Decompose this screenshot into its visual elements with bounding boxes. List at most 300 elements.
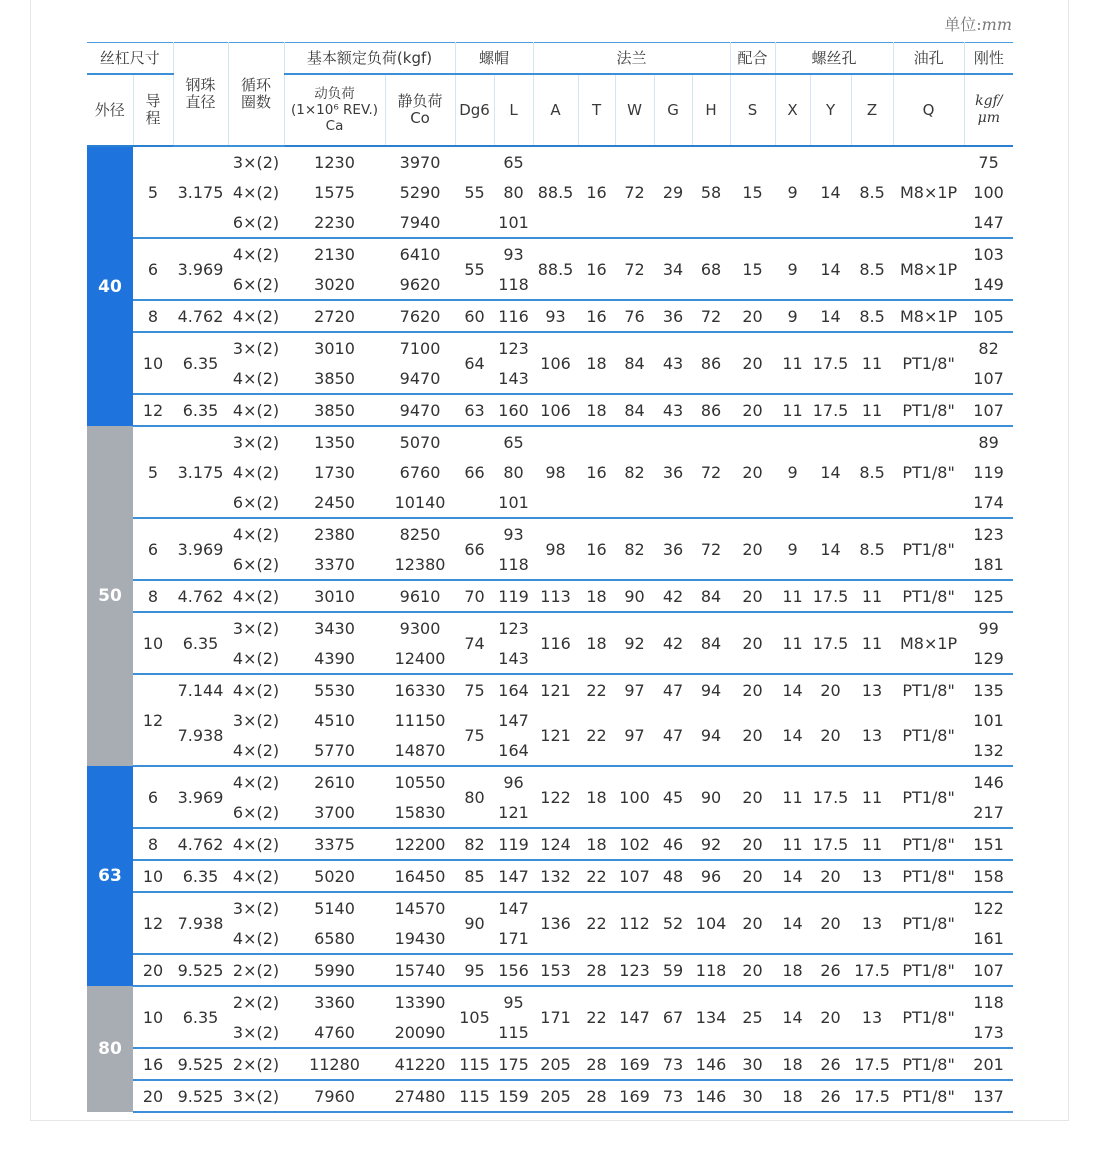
co-cell: 13390	[385, 986, 455, 1017]
s-cell: 20	[730, 300, 775, 332]
l-cell: 119	[494, 580, 533, 612]
a-cell: 205	[533, 1080, 578, 1112]
turns-cell: 4×(2)	[228, 828, 284, 860]
co-cell: 20090	[394, 1022, 446, 1042]
co-cell: 12380	[394, 554, 446, 574]
a-cell: 153	[533, 954, 578, 986]
w-cell: 90	[615, 580, 654, 612]
k-cell: 129	[973, 648, 1004, 668]
w-cell: 107	[615, 860, 654, 892]
g-cell: 59	[654, 954, 692, 986]
co-cell: 7100	[385, 332, 455, 363]
co-cell: 19430	[394, 928, 446, 948]
turns-cell: 3×(2)	[232, 1022, 280, 1042]
t-cell: 16	[578, 426, 615, 518]
ball-diameter-cell: 6.35	[173, 332, 228, 394]
co-cell: 7620	[385, 300, 455, 332]
ball-diameter-cell: 7.938	[177, 725, 224, 745]
l-cell: 118	[498, 274, 529, 294]
l-cell: 65	[494, 426, 533, 457]
s-cell: 20	[730, 954, 775, 986]
z-cell: 8.5	[851, 426, 893, 518]
a-cell: 116	[533, 612, 578, 674]
y-cell: 14	[810, 238, 851, 300]
l-cell: 147	[494, 892, 533, 923]
lead-cell: 20	[133, 1080, 173, 1112]
table-row	[87, 986, 1013, 1017]
h-cell: 96	[692, 860, 730, 892]
w-cell: 169	[615, 1080, 654, 1112]
a-cell: 121	[540, 725, 571, 745]
header-stiffness-unit: kgf/μm	[964, 74, 1013, 146]
a-cell: 171	[533, 986, 578, 1048]
l-cell: 123	[494, 332, 533, 363]
k-cell: 107	[964, 954, 1013, 986]
co-cell: 16450	[385, 860, 455, 892]
t-cell: 16	[578, 518, 615, 580]
x-cell: 18	[775, 1080, 810, 1112]
ca-cell: 2610	[284, 766, 385, 797]
ball-diameter-cell: 4.762	[173, 580, 228, 612]
turns-cell: 4×(2)	[228, 238, 284, 269]
l-cell: 171	[498, 928, 529, 948]
g-cell: 46	[654, 828, 692, 860]
k-cell: 99	[964, 612, 1013, 643]
s-cell: 20	[730, 426, 775, 518]
x-cell: 14	[775, 674, 810, 705]
s-cell: 20	[730, 860, 775, 892]
a-cell: 88.5	[533, 238, 578, 300]
header-x: X	[775, 74, 810, 146]
turns-cell: 6×(2)	[232, 554, 280, 574]
g-cell: 48	[654, 860, 692, 892]
table-header	[87, 43, 1013, 147]
lead-cell: 20	[133, 954, 173, 986]
ca-cell: 6580	[314, 928, 355, 948]
header-ball-diameter: 钢珠直径	[173, 43, 228, 147]
ball-diameter-cell: 9.525	[173, 1080, 228, 1112]
header-a: A	[533, 74, 578, 146]
y-cell: 17.5	[810, 766, 851, 828]
l-cell: 118	[498, 554, 529, 574]
x-cell: 14	[775, 892, 810, 954]
s-cell: 20	[730, 518, 775, 580]
ball-diameter-cell: 6.35	[173, 860, 228, 892]
h-cell: 92	[692, 828, 730, 860]
table-row	[87, 1080, 1013, 1112]
co-cell: 12400	[394, 648, 446, 668]
t-cell: 28	[578, 1048, 615, 1080]
turns-cell: 3×(2)	[228, 1080, 284, 1112]
x-cell: 14	[782, 725, 803, 745]
k-cell: 118	[964, 986, 1013, 1017]
header-s: S	[730, 74, 775, 146]
table-row	[87, 238, 1013, 269]
turns-cell: 6×(2)	[232, 492, 280, 512]
turns-cell: 3×(2)	[228, 332, 284, 363]
header-z: Z	[851, 74, 893, 146]
w-cell: 84	[615, 394, 654, 426]
turns-cell: 6×(2)	[232, 802, 280, 822]
turns-cell: 4×(2)	[228, 766, 284, 797]
x-cell: 18	[775, 954, 810, 986]
t-cell: 18	[578, 612, 615, 674]
header-circuit-turns: 循环圈数	[228, 43, 284, 147]
w-cell: 97	[615, 674, 654, 705]
z-cell: 11	[851, 612, 893, 674]
header-nut: 螺帽	[455, 43, 533, 75]
t-cell: 22	[578, 986, 615, 1048]
dg6-cell: 66	[455, 426, 494, 518]
g-cell: 52	[654, 892, 692, 954]
s-cell: 20	[730, 674, 775, 705]
table-row	[87, 860, 1013, 892]
z-cell: 13	[851, 674, 893, 705]
g-cell: 47	[654, 674, 692, 705]
q-cell: M8×1P	[893, 238, 964, 300]
a-cell: 93	[533, 300, 578, 332]
y-cell: 26	[810, 1048, 851, 1080]
t-cell: 18	[578, 766, 615, 828]
l-cell: 96	[494, 766, 533, 797]
k-cell: 101	[973, 710, 1004, 730]
turns-cell: 2×(2)	[228, 986, 284, 1017]
g-cell: 29	[662, 182, 684, 202]
q-cell: PT1/8"	[893, 860, 964, 892]
dg6-cell: 75	[455, 674, 494, 705]
dg6-cell: 63	[455, 394, 494, 426]
g-cell: 43	[654, 332, 692, 394]
ca-cell: 4760	[314, 1022, 355, 1042]
y-cell: 20	[810, 986, 851, 1048]
x-cell: 11	[775, 612, 810, 674]
q-cell: PT1/8"	[893, 674, 964, 705]
h-cell: 90	[692, 766, 730, 828]
table-body	[87, 146, 1013, 1112]
header-oil-hole: 油孔	[893, 43, 964, 75]
l-cell: 123	[494, 612, 533, 643]
ca-cell: 2720	[284, 300, 385, 332]
ca-cell: 4390	[314, 648, 355, 668]
q-cell: PT1/8"	[893, 986, 964, 1048]
table-row	[87, 394, 1013, 426]
g-cell: 47	[662, 725, 684, 745]
co-cell: 15740	[385, 954, 455, 986]
l-cell: 164	[498, 740, 529, 760]
header-screw-hole: 螺丝孔	[775, 43, 893, 75]
k-cell: 100	[973, 182, 1004, 202]
z-cell: 13	[851, 860, 893, 892]
k-cell: 146	[964, 766, 1013, 797]
lead-cell: 12	[133, 394, 173, 426]
ca-cell: 11280	[284, 1048, 385, 1080]
dg6-cell: 82	[455, 828, 494, 860]
lead-cell: 8	[133, 828, 173, 860]
h-cell: 68	[692, 238, 730, 300]
header-y: Y	[810, 74, 851, 146]
table-row	[87, 705, 1013, 735]
x-cell: 9	[775, 426, 810, 518]
k-cell: 201	[964, 1048, 1013, 1080]
co-cell: 14870	[394, 740, 446, 760]
q-cell: PT1/8"	[902, 725, 955, 745]
co-cell: 12200	[385, 828, 455, 860]
ball-diameter-cell: 7.938	[173, 892, 228, 954]
turns-cell: 4×(2)	[232, 368, 280, 388]
l-cell: 143	[498, 648, 529, 668]
lead-cell: 12	[133, 674, 173, 766]
turns-cell: 3×(2)	[228, 612, 284, 643]
t-cell: 16	[578, 300, 615, 332]
turns-cell: 4×(2)	[232, 740, 280, 760]
ca-cell: 4510	[314, 710, 355, 730]
co-cell: 9300	[385, 612, 455, 643]
s-cell: 20	[730, 332, 775, 394]
co-cell: 27480	[385, 1080, 455, 1112]
k-cell: 161	[973, 928, 1004, 948]
s-cell: 20	[742, 725, 763, 745]
ca-cell: 5140	[284, 892, 385, 923]
ca-cell: 3850	[314, 368, 355, 388]
ca-cell: 2380	[284, 518, 385, 549]
co-cell: 3970	[399, 152, 441, 172]
q-cell: PT1/8"	[893, 518, 964, 580]
y-cell: 17.5	[810, 394, 851, 426]
a-cell: 113	[533, 580, 578, 612]
x-cell: 9	[775, 300, 810, 332]
ball-diameter-cell: 3.175	[173, 426, 228, 518]
y-cell: 20	[810, 860, 851, 892]
co-cell: 9620	[399, 274, 441, 294]
t-cell: 18	[578, 332, 615, 394]
table-row	[87, 332, 1013, 363]
a-cell: 106	[533, 332, 578, 394]
header-outer-diameter: 外径	[87, 74, 133, 146]
ca-cell: 3375	[284, 828, 385, 860]
dg6-cell: 70	[455, 580, 494, 612]
y-cell: 20	[820, 725, 841, 745]
lead-cell: 8	[133, 580, 173, 612]
h-cell: 94	[700, 725, 722, 745]
t-cell: 18	[578, 828, 615, 860]
x-cell: 18	[775, 1048, 810, 1080]
outer-diameter-cell: 63	[87, 766, 133, 986]
header-rated-load: 基本额定负荷(kgf)	[284, 43, 455, 75]
q-cell: PT1/8"	[893, 1080, 964, 1112]
lead-cell: 5	[147, 182, 159, 202]
co-cell: 16330	[385, 674, 455, 705]
q-cell: PT1/8"	[893, 580, 964, 612]
ca-cell: 3010	[284, 580, 385, 612]
outer-diameter-cell: 50	[87, 426, 133, 766]
header-h: H	[692, 74, 730, 146]
header-flange: 法兰	[533, 43, 730, 75]
h-cell: 104	[692, 892, 730, 954]
lead-cell: 6	[133, 518, 173, 580]
ca-cell: 2130	[284, 238, 385, 269]
l-cell: 143	[498, 368, 529, 388]
x-cell: 9	[787, 182, 798, 202]
t-cell: 16	[578, 238, 615, 300]
k-cell: 75	[978, 152, 999, 172]
k-cell: 105	[964, 300, 1013, 332]
dg6-cell: 105	[455, 986, 494, 1048]
turns-cell: 3×(2)	[232, 710, 280, 730]
ball-diameter-cell: 3.175	[177, 182, 224, 202]
x-cell: 11	[775, 828, 810, 860]
header-g: G	[654, 74, 692, 146]
z-cell: 11	[851, 580, 893, 612]
header-l: L	[494, 74, 533, 146]
k-cell: 119	[973, 462, 1004, 482]
x-cell: 11	[775, 332, 810, 394]
y-cell: 26	[810, 954, 851, 986]
q-cell: PT1/8"	[893, 332, 964, 394]
y-cell: 14	[810, 300, 851, 332]
y-cell: 17.5	[810, 580, 851, 612]
w-cell: 72	[615, 238, 654, 300]
z-cell: 17.5	[851, 1080, 893, 1112]
a-cell: 136	[533, 892, 578, 954]
g-cell: 73	[654, 1048, 692, 1080]
ca-cell: 2230	[314, 212, 355, 232]
x-cell: 14	[775, 986, 810, 1048]
co-cell: 6760	[399, 462, 441, 482]
ca-cell: 3020	[314, 274, 355, 294]
k-cell: 135	[964, 674, 1013, 705]
t-cell: 22	[578, 674, 615, 705]
w-cell: 97	[624, 725, 645, 745]
w-cell: 102	[615, 828, 654, 860]
g-cell: 45	[654, 766, 692, 828]
co-cell: 10140	[394, 492, 446, 512]
dg6-cell: 55	[464, 182, 485, 202]
s-cell: 20	[730, 892, 775, 954]
s-cell: 20	[730, 612, 775, 674]
turns-cell: 3×(2)	[228, 892, 284, 923]
w-cell: 169	[615, 1048, 654, 1080]
k-cell: 122	[964, 892, 1013, 923]
l-cell: 119	[494, 828, 533, 860]
g-cell: 36	[654, 426, 692, 518]
ball-screw-spec-table	[87, 42, 1013, 1113]
z-cell: 8.5	[851, 518, 893, 580]
k-cell: 181	[973, 554, 1004, 574]
l-cell: 101	[498, 212, 529, 232]
q-cell: M8×1P	[893, 612, 964, 674]
z-cell: 11	[851, 766, 893, 828]
ca-cell: 5530	[284, 674, 385, 705]
l-cell: 80	[503, 182, 524, 202]
l-cell: 116	[494, 300, 533, 332]
a-cell: 106	[533, 394, 578, 426]
turns-cell: 4×(2)	[232, 648, 280, 668]
dg6-cell: 64	[455, 332, 494, 394]
ca-cell: 3430	[284, 612, 385, 643]
dg6-cell: 60	[455, 300, 494, 332]
co-cell: 15830	[394, 802, 446, 822]
header-stiffness: 刚性	[964, 43, 1013, 75]
k-cell: 107	[973, 368, 1004, 388]
ca-cell: 5770	[314, 740, 355, 760]
l-cell: 159	[494, 1080, 533, 1112]
ball-diameter-cell: 6.35	[173, 986, 228, 1048]
y-cell: 14	[820, 182, 841, 202]
w-cell: 100	[615, 766, 654, 828]
q-cell: PT1/8"	[893, 1048, 964, 1080]
h-cell: 84	[692, 612, 730, 674]
dg6-cell: 90	[455, 892, 494, 954]
g-cell: 42	[654, 580, 692, 612]
z-cell: 13	[861, 725, 883, 745]
co-cell: 9470	[399, 368, 441, 388]
z-cell: 8.5	[851, 238, 893, 300]
y-cell: 14	[810, 518, 851, 580]
table-row	[87, 828, 1013, 860]
k-cell: 107	[964, 394, 1013, 426]
header-fit: 配合	[730, 43, 775, 75]
co-cell: 5070	[385, 426, 455, 457]
ca-cell: 3360	[284, 986, 385, 1017]
lead-cell: 12	[133, 892, 173, 954]
l-cell: 156	[494, 954, 533, 986]
z-cell: 17.5	[851, 1048, 893, 1080]
ca-cell: 7960	[284, 1080, 385, 1112]
s-cell: 20	[730, 394, 775, 426]
turns-cell: 6×(2)	[232, 274, 280, 294]
l-cell: 80	[503, 462, 524, 482]
h-cell: 84	[692, 580, 730, 612]
l-cell: 121	[498, 802, 529, 822]
w-cell: 147	[615, 986, 654, 1048]
s-cell: 20	[730, 828, 775, 860]
y-cell: 17.5	[810, 828, 851, 860]
k-cell: 173	[973, 1022, 1004, 1042]
z-cell: 8.5	[851, 300, 893, 332]
lead-cell: 8	[133, 300, 173, 332]
q-cell: M8×1P	[899, 182, 958, 202]
w-cell: 82	[615, 518, 654, 580]
h-cell: 58	[700, 182, 722, 202]
k-cell: 151	[964, 828, 1013, 860]
table-row	[87, 674, 1013, 705]
ca-cell: 5990	[284, 954, 385, 986]
w-cell: 72	[624, 182, 645, 202]
l-cell: 115	[498, 1022, 529, 1042]
s-cell: 15	[742, 182, 763, 202]
g-cell: 67	[654, 986, 692, 1048]
ca-cell: 5020	[284, 860, 385, 892]
header-dg6: Dg6	[455, 74, 494, 146]
x-cell: 9	[775, 518, 810, 580]
lead-cell: 6	[133, 238, 173, 300]
dg6-cell: 95	[455, 954, 494, 986]
table-row	[87, 146, 1013, 177]
s-cell: 15	[730, 238, 775, 300]
k-cell: 149	[973, 274, 1004, 294]
header-static-load: 静负荷 Co	[385, 74, 455, 146]
k-cell: 147	[973, 212, 1004, 232]
ca-cell: 3700	[314, 802, 355, 822]
s-cell: 25	[730, 986, 775, 1048]
h-cell: 146	[692, 1048, 730, 1080]
turns-cell: 4×(2)	[228, 674, 284, 705]
table-row	[87, 612, 1013, 643]
ball-diameter-cell: 4.762	[173, 300, 228, 332]
table-row	[87, 580, 1013, 612]
y-cell: 17.5	[810, 332, 851, 394]
lead-cell: 5	[133, 426, 173, 518]
